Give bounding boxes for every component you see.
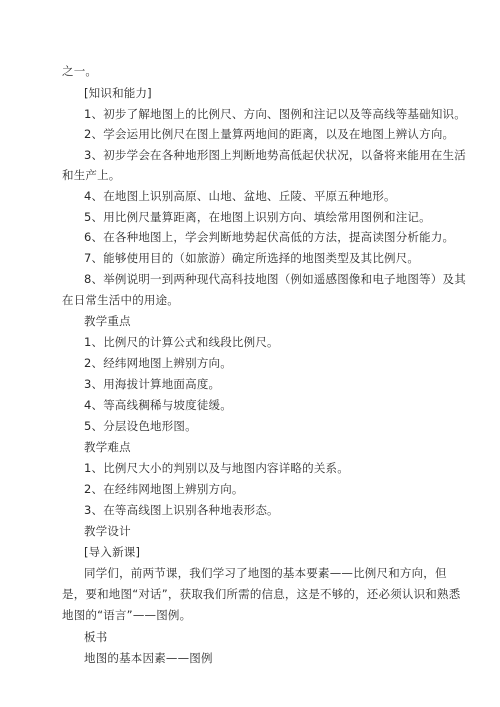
list-item: 1、初步了解地图上的比例尺、方向、图例和注记以及等高线等基础知识。: [84, 107, 466, 121]
list-item: 3、用海拔计算地面高度。: [84, 377, 221, 391]
section-heading-knowledge: [知识和能力]: [84, 86, 152, 100]
section-heading-key-points: 教学重点: [84, 314, 131, 328]
list-item: 5、分层设色地形图。: [84, 419, 197, 433]
list-item: 1、比例尺大小的判别以及与地图内容详略的关系。: [84, 461, 349, 475]
list-item: 1、比例尺的计算公式和线段比例尺。: [84, 335, 279, 349]
text-line: 之一。: [62, 64, 98, 78]
list-item: 5、用比例尺量算距离，在地图上识别方向、填绘常用图例和注记。: [84, 210, 431, 224]
list-item: 4、等高线稠稀与坡度徒缓。: [84, 398, 232, 412]
section-heading-design: 教学设计: [84, 524, 131, 538]
section-heading-board: 板书: [84, 630, 108, 644]
list-item-continuation: 和生产上。: [62, 168, 121, 182]
list-item: 3、初步学会在各种地形图上判断地势高低起伏状况，以备将来能用在生活: [84, 148, 466, 162]
paragraph-line: 同学们，前两节课，我们学习了地图的基本要素——比例尺和方向，但: [84, 566, 447, 580]
paragraph-line: 是，要和地图“对话”，获取我们所需的信息，这是不够的，还必须认识和熟悉: [62, 587, 461, 601]
list-item: 3、在等高线图上识别各种地表形态。: [84, 503, 279, 517]
list-item: 2、经纬网地图上辨别方向。: [84, 356, 232, 370]
list-item-continuation: 在日常生活中的用途。: [62, 293, 179, 307]
section-heading-intro: [导入新课]: [84, 545, 141, 559]
paragraph-line: 地图的“语言”——图例。: [62, 608, 192, 622]
board-text: 地图的基本因素——图例: [84, 651, 213, 665]
list-item: 6、在各种地图上，学会判断地势起伏高低的方法，提高读图分析能力。: [84, 230, 455, 244]
list-item: 7、能够使用目的（如旅游）确定所选择的地图类型及其比例尺。: [84, 251, 420, 265]
list-item: 8、举例说明一到两种现代高科技地图（例如遥感图像和电子地图等）及其: [84, 272, 466, 286]
section-heading-difficulties: 教学难点: [84, 440, 131, 454]
list-item: 2、在经纬网地图上辨别方向。: [84, 482, 244, 496]
list-item: 2、学会运用比例尺在图上量算两地间的距离，以及在地图上辨认方向。: [84, 127, 455, 141]
list-item: 4、在地图上识别高原、山地、盆地、丘陵、平原五种地形。: [84, 189, 396, 203]
